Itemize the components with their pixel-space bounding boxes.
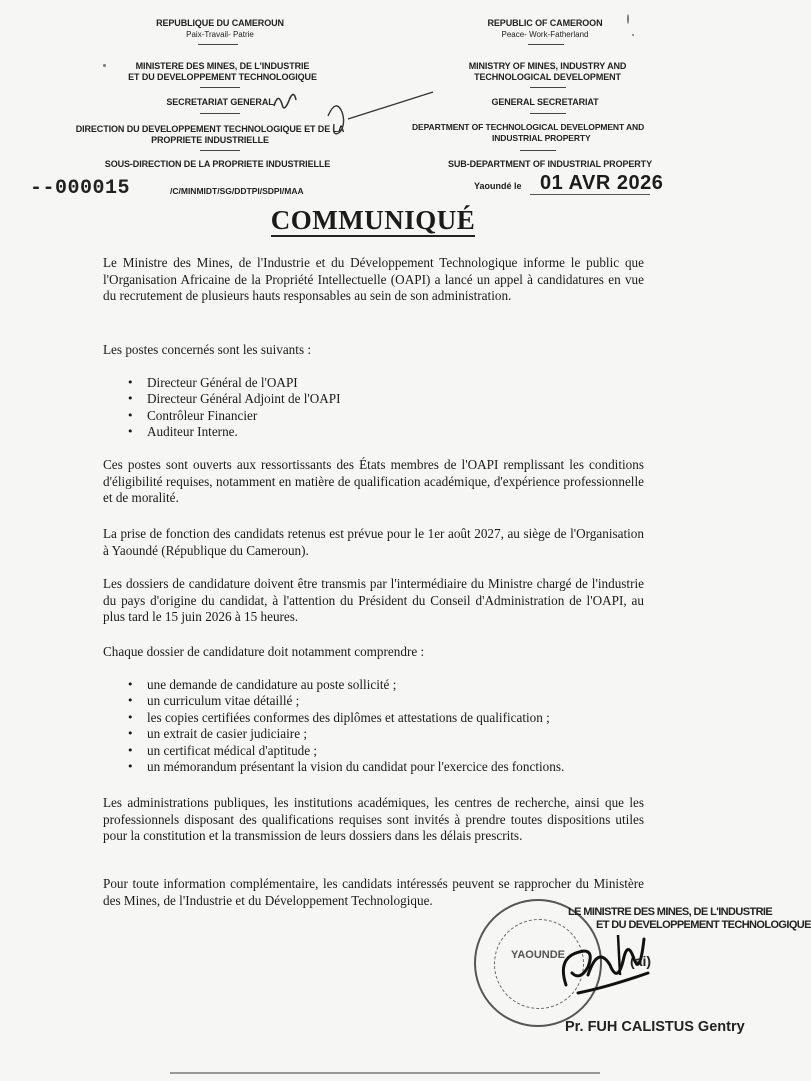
- handwritten-signature: [548, 925, 658, 1005]
- list-item: • les copies certifiées conformes des diplômes et attestations de qualification ;: [127, 710, 647, 726]
- scan-edge-line: [170, 1072, 600, 1074]
- contact-paragraph: Pour toute information complémentaire, les candidats intéressés peuvent se rapprocher du Ministère des Mines, de l'Industrie et du Développement Technologique.: [103, 876, 644, 908]
- document-title: COMMUNIQUÉ: [270, 205, 476, 235]
- header-left-ministry: MINISTERE DES MINES, DE L'INDUSTRIE ET DU DEVELOPPEMENT TECHNOLOGIQUE: [128, 61, 317, 82]
- header-right-country: REPUBLIC OF CAMEROON: [487, 18, 603, 28]
- divider: [530, 113, 566, 114]
- divider: [200, 113, 240, 114]
- list-item: • Directeur Général Adjoint de l'OAPI: [127, 391, 647, 407]
- header-left-subdirection: SOUS-DIRECTION DE LA PROPRIETE INDUSTRIELLE: [104, 159, 331, 169]
- date-value: 01 AVR 2026: [540, 172, 664, 194]
- header-right-subdepartment: SUB-DEPARTMENT OF INDUSTRIAL PROPERTY: [448, 159, 652, 169]
- divider: [520, 150, 556, 151]
- divider: [198, 44, 238, 45]
- header-left-direction: DIRECTION DU DEVELOPPEMENT TECHNOLOGIQUE ET DE LA PROPRIETE INDUSTRIELLE: [75, 124, 345, 145]
- signatory-name: Pr. FUH CALISTUS Gentry: [565, 1019, 745, 1035]
- dossier-list: [127, 677, 647, 775]
- stamp-text: YAOUNDE: [511, 949, 565, 961]
- list-item: • Contrôleur Financier: [127, 408, 647, 424]
- header-right-department: DEPARTMENT OF TECHNOLOGICAL DEVELOPMENT AND INDUSTRIAL PROPERTY: [412, 122, 645, 143]
- list-item: • un curriculum vitae détaillé ;: [127, 693, 647, 709]
- eligibility-paragraph: Ces postes sont ouverts aux ressortissants des États membres de l'OAPI remplissant les conditions d'éligibilité requises, notamment en matière de qualification académique, d'expérience professionnelle et de moralité.: [103, 457, 644, 505]
- divider: [200, 87, 240, 88]
- header-right: [450, 18, 640, 40]
- date-label: Yaoundé le: [474, 181, 522, 191]
- divider: [530, 87, 566, 88]
- header-left: [110, 18, 330, 40]
- list-item: • un certificat médical d'aptitude ;: [127, 743, 647, 759]
- header-right-secretariat: GENERAL SECRETARIAT: [491, 97, 599, 107]
- header-left-motto: Paix-Travail- Patrie: [186, 30, 254, 39]
- posts-list: [127, 375, 647, 441]
- list-item: • un mémorandum présentant la vision du candidat pour l'exercice des fonctions.: [127, 759, 647, 775]
- reference-suffix: /C/MINMIDT/SG/DDTPI/SDPI/MAA: [170, 186, 304, 196]
- list-item: • Auditeur Interne.: [127, 424, 647, 440]
- header-left-secretariat: SECRETARIAT GENERAL: [166, 97, 274, 107]
- dossier-intro: Chaque dossier de candidature doit notamment comprendre :: [103, 644, 425, 659]
- date-underline: [530, 194, 650, 195]
- header-right-ministry: MINISTRY OF MINES, INDUSTRY AND TECHNOLOGICAL DEVELOPMENT: [468, 61, 627, 82]
- header-left-country: REPUBLIQUE DU CAMEROUN: [156, 18, 284, 28]
- reference-number: --000015: [30, 177, 131, 200]
- intro-paragraph: Le Ministre des Mines, de l'Industrie et du Développement Technologique informe le public que l'Organisation Africaine de la Propriété Intellectuelle (OAPI) a lancé un appel à candidatures en vue du recrutement de plusieurs hauts responsables au sein de son administration.: [103, 255, 644, 303]
- divider: [200, 150, 240, 151]
- submission-paragraph: Les dossiers de candidature doivent être transmis par l'intermédiaire du Ministre chargé de l'industrie du pays d'origine du candidat, à l'attention du Président du Conseil d'Administration de l'OAPI, au plus tard le 15 juin 2026 à 15 heures.: [103, 576, 644, 624]
- posts-intro: Les postes concernés sont les suivants :: [103, 342, 312, 357]
- divider: [528, 44, 564, 45]
- list-item: • une demande de candidature au poste sollicité ;: [127, 677, 647, 693]
- list-item: • Directeur Général de l'OAPI: [127, 375, 647, 391]
- signatory-title: LE MINISTRE DES MINES, DE L'INDUSTRIE ET DU DEVELOPPEMENT TECHNOLOGIQUE: [568, 906, 811, 931]
- start-paragraph: La prise de fonction des candidats retenus est prévue pour le 1er août 2027, au siège de l'Organisation à Yaoundé (République du Cameroun).: [103, 526, 644, 558]
- list-item: • un extrait de casier judiciaire ;: [127, 726, 647, 742]
- interim-mark: (ai): [630, 953, 651, 969]
- outreach-paragraph: Les administrations publiques, les institutions académiques, les centres de recherche, ainsi que les professionnels disposant des qualifications requises sont invités à prendre toutes dispositions utiles pour la constitution et la transmission de leurs dossiers dans les délais prescrits.: [103, 795, 644, 843]
- header-right-motto: Peace- Work-Fatherland: [501, 30, 589, 39]
